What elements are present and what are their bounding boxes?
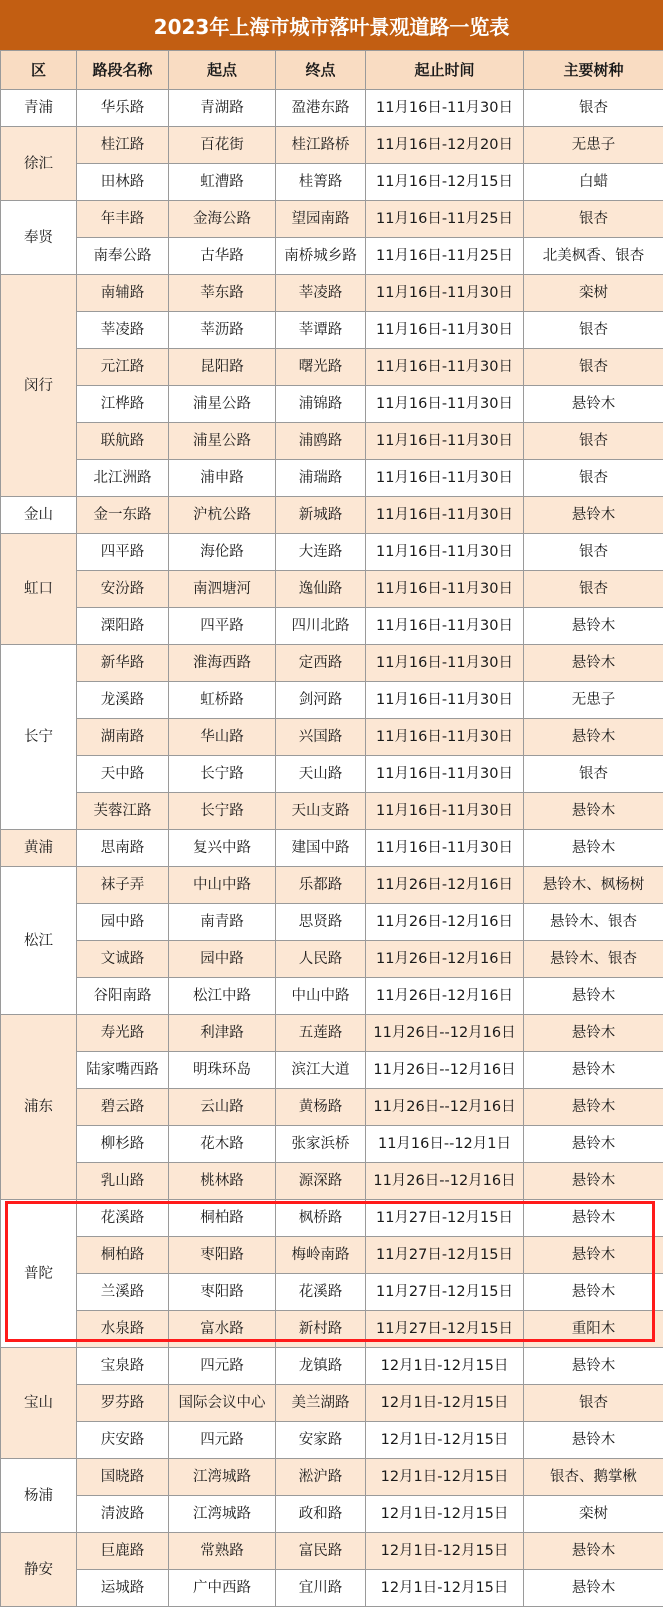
start-point-cell: 明珠环岛: [169, 1052, 276, 1089]
tree-species-cell: 银杏: [524, 90, 663, 127]
tree-species-cell: 悬铃木、银杏: [524, 941, 663, 978]
table-row: [1, 978, 663, 1015]
start-point-cell: 四平路: [169, 608, 276, 645]
tree-species-cell: 银杏: [524, 460, 663, 497]
start-point-cell: 海伦路: [169, 534, 276, 571]
end-point-cell: 桂箐路: [276, 164, 366, 201]
end-point-cell: 乐都路: [276, 867, 366, 904]
road-name-cell: 北江洲路: [77, 460, 169, 497]
end-point-cell: 思贤路: [276, 904, 366, 941]
end-point-cell: 剑河路: [276, 682, 366, 719]
table-row: [1, 904, 663, 941]
period-cell: 12月1日-12月15日: [366, 1459, 524, 1496]
period-cell: 12月1日-12月15日: [366, 1570, 524, 1607]
road-name-cell: 天中路: [77, 756, 169, 793]
header-district: 区: [1, 51, 77, 90]
end-point-cell: 桂江路桥: [276, 127, 366, 164]
tree-species-cell: 白蜡: [524, 164, 663, 201]
start-point-cell: 江湾城路: [169, 1496, 276, 1533]
start-point-cell: 复兴中路: [169, 830, 276, 867]
start-point-cell: 云山路: [169, 1089, 276, 1126]
table-row: [1, 1237, 663, 1274]
end-point-cell: 兴国路: [276, 719, 366, 756]
tree-species-cell: 银杏: [524, 201, 663, 238]
start-point-cell: 长宁路: [169, 793, 276, 830]
tree-species-cell: 银杏: [524, 534, 663, 571]
end-point-cell: 新城路: [276, 497, 366, 534]
period-cell: 11月26日--12月16日: [366, 1163, 524, 1200]
start-point-cell: 虹桥路: [169, 682, 276, 719]
road-name-cell: 桐柏路: [77, 1237, 169, 1274]
road-name-cell: 文诚路: [77, 941, 169, 978]
road-name-cell: 宝泉路: [77, 1348, 169, 1385]
start-point-cell: 浦申路: [169, 460, 276, 497]
tree-species-cell: 银杏: [524, 349, 663, 386]
table-row: [1, 312, 663, 349]
period-cell: 12月1日-12月15日: [366, 1533, 524, 1570]
end-point-cell: 五莲路: [276, 1015, 366, 1052]
start-point-cell: 桃林路: [169, 1163, 276, 1200]
period-cell: 11月16日-11月30日: [366, 312, 524, 349]
period-cell: 11月26日-12月16日: [366, 867, 524, 904]
start-point-cell: 广中西路: [169, 1570, 276, 1607]
road-name-cell: 罗芬路: [77, 1385, 169, 1422]
end-point-cell: 大连路: [276, 534, 366, 571]
end-point-cell: 定西路: [276, 645, 366, 682]
road-name-cell: 湖南路: [77, 719, 169, 756]
end-point-cell: 天山路: [276, 756, 366, 793]
road-name-cell: 溧阳路: [77, 608, 169, 645]
table-row: [1, 1422, 663, 1459]
table-row: [1, 1311, 663, 1348]
start-point-cell: 浦星公路: [169, 423, 276, 460]
tree-species-cell: 悬铃木: [524, 1570, 663, 1607]
table-row: [1, 1089, 663, 1126]
period-cell: 11月27日-12月15日: [366, 1311, 524, 1348]
tree-species-cell: 悬铃木: [524, 1089, 663, 1126]
district-cell: 松江: [1, 867, 77, 1015]
tree-species-cell: 悬铃木: [524, 1200, 663, 1237]
period-cell: 11月16日-11月30日: [366, 719, 524, 756]
table-row: [1, 1274, 663, 1311]
tree-species-cell: 悬铃木: [524, 1533, 663, 1570]
period-cell: 11月16日-11月25日: [366, 201, 524, 238]
road-name-cell: 柳杉路: [77, 1126, 169, 1163]
period-cell: 12月1日-12月15日: [366, 1348, 524, 1385]
table-header: [1, 51, 663, 90]
district-cell: 宝山: [1, 1348, 77, 1459]
road-name-cell: 南辅路: [77, 275, 169, 312]
table-row: [1, 571, 663, 608]
period-cell: 12月1日-12月15日: [366, 1496, 524, 1533]
period-cell: 11月16日-11月30日: [366, 645, 524, 682]
end-point-cell: 莘凌路: [276, 275, 366, 312]
period-cell: 11月16日-11月30日: [366, 275, 524, 312]
tree-species-cell: 悬铃木: [524, 830, 663, 867]
start-point-cell: 国际会议中心: [169, 1385, 276, 1422]
period-cell: 11月16日-11月30日: [366, 608, 524, 645]
period-cell: 12月1日-12月15日: [366, 1385, 524, 1422]
table-row: [1, 1385, 663, 1422]
start-point-cell: 浦星公路: [169, 386, 276, 423]
start-point-cell: 淮海西路: [169, 645, 276, 682]
table-row: [1, 349, 663, 386]
start-point-cell: 花木路: [169, 1126, 276, 1163]
period-cell: 11月16日-11月30日: [366, 830, 524, 867]
district-cell: 杨浦: [1, 1459, 77, 1533]
end-point-cell: 天山支路: [276, 793, 366, 830]
tree-species-cell: 悬铃木: [524, 793, 663, 830]
tree-species-cell: 悬铃木: [524, 978, 663, 1015]
road-name-cell: 年丰路: [77, 201, 169, 238]
table-body: [1, 90, 663, 1607]
period-cell: 11月27日-12月15日: [366, 1200, 524, 1237]
start-point-cell: 江湾城路: [169, 1459, 276, 1496]
tree-species-cell: 栾树: [524, 275, 663, 312]
start-point-cell: 南青路: [169, 904, 276, 941]
table-row: [1, 90, 663, 127]
road-name-cell: 新华路: [77, 645, 169, 682]
period-cell: 11月27日-12月15日: [366, 1274, 524, 1311]
table-row: [1, 386, 663, 423]
table-row: [1, 1200, 663, 1237]
road-name-cell: 寿光路: [77, 1015, 169, 1052]
end-point-cell: 张家浜桥: [276, 1126, 366, 1163]
end-point-cell: 富民路: [276, 1533, 366, 1570]
table-row: [1, 1015, 663, 1052]
road-name-cell: 谷阳南路: [77, 978, 169, 1015]
road-name-cell: 安汾路: [77, 571, 169, 608]
road-name-cell: 金一东路: [77, 497, 169, 534]
tree-species-cell: 悬铃木: [524, 1237, 663, 1274]
district-cell: 浦东: [1, 1015, 77, 1200]
table-row: [1, 164, 663, 201]
table-row: [1, 1163, 663, 1200]
period-cell: 11月26日-12月16日: [366, 904, 524, 941]
period-cell: 11月16日-11月30日: [366, 349, 524, 386]
road-name-cell: 陆家嘴西路: [77, 1052, 169, 1089]
tree-species-cell: 悬铃木: [524, 1422, 663, 1459]
header-end-point: 终点: [276, 51, 366, 90]
tree-species-cell: 悬铃木、银杏: [524, 904, 663, 941]
period-cell: 11月26日--12月16日: [366, 1089, 524, 1126]
table-row: [1, 608, 663, 645]
end-point-cell: 安家路: [276, 1422, 366, 1459]
end-point-cell: 四川北路: [276, 608, 366, 645]
road-name-cell: 运城路: [77, 1570, 169, 1607]
road-name-cell: 江桦路: [77, 386, 169, 423]
road-name-cell: 乳山路: [77, 1163, 169, 1200]
end-point-cell: 人民路: [276, 941, 366, 978]
period-cell: 12月1日-12月15日: [366, 1422, 524, 1459]
tree-species-cell: 银杏: [524, 423, 663, 460]
table-row: [1, 127, 663, 164]
road-name-cell: 花溪路: [77, 1200, 169, 1237]
tree-species-cell: 悬铃木: [524, 1126, 663, 1163]
start-point-cell: 枣阳路: [169, 1274, 276, 1311]
table-row: [1, 423, 663, 460]
period-cell: 11月26日--12月16日: [366, 1015, 524, 1052]
road-name-cell: 巨鹿路: [77, 1533, 169, 1570]
table-row: [1, 497, 663, 534]
start-point-cell: 枣阳路: [169, 1237, 276, 1274]
period-cell: 11月26日-12月16日: [366, 978, 524, 1015]
period-cell: 11月16日-11月30日: [366, 90, 524, 127]
road-name-cell: 碧云路: [77, 1089, 169, 1126]
period-cell: 11月26日-12月16日: [366, 941, 524, 978]
tree-species-cell: 银杏: [524, 1385, 663, 1422]
road-name-cell: 联航路: [77, 423, 169, 460]
table-title: 2023年上海市城市落叶景观道路一览表: [0, 0, 663, 50]
tree-species-cell: 悬铃木: [524, 1348, 663, 1385]
end-point-cell: 美兰湖路: [276, 1385, 366, 1422]
period-cell: 11月16日-11月30日: [366, 423, 524, 460]
period-cell: 11月16日-11月30日: [366, 756, 524, 793]
start-point-cell: 松江中路: [169, 978, 276, 1015]
end-point-cell: 浦鸥路: [276, 423, 366, 460]
road-name-cell: 四平路: [77, 534, 169, 571]
period-cell: 11月16日-11月30日: [366, 460, 524, 497]
district-cell: 青浦: [1, 90, 77, 127]
start-point-cell: 桐柏路: [169, 1200, 276, 1237]
end-point-cell: 浦瑞路: [276, 460, 366, 497]
end-point-cell: 新村路: [276, 1311, 366, 1348]
road-name-cell: 清波路: [77, 1496, 169, 1533]
end-point-cell: 枫桥路: [276, 1200, 366, 1237]
tree-species-cell: 悬铃木: [524, 1163, 663, 1200]
end-point-cell: 宜川路: [276, 1570, 366, 1607]
road-name-cell: 袜子弄: [77, 867, 169, 904]
district-cell: 闵行: [1, 275, 77, 497]
start-point-cell: 中山中路: [169, 867, 276, 904]
end-point-cell: 望园南路: [276, 201, 366, 238]
end-point-cell: 南桥城乡路: [276, 238, 366, 275]
tree-species-cell: 银杏: [524, 312, 663, 349]
table-row: [1, 1126, 663, 1163]
road-name-cell: 水泉路: [77, 1311, 169, 1348]
end-point-cell: 曙光路: [276, 349, 366, 386]
road-name-cell: 龙溪路: [77, 682, 169, 719]
tree-species-cell: 无患子: [524, 127, 663, 164]
start-point-cell: 莘东路: [169, 275, 276, 312]
table-row: [1, 719, 663, 756]
tree-species-cell: 重阳木: [524, 1311, 663, 1348]
end-point-cell: 建国中路: [276, 830, 366, 867]
header-row: [1, 51, 663, 90]
period-cell: 11月16日--12月1日: [366, 1126, 524, 1163]
road-name-cell: 元江路: [77, 349, 169, 386]
table-row: [1, 645, 663, 682]
road-name-cell: 思南路: [77, 830, 169, 867]
table-row: [1, 1348, 663, 1385]
end-point-cell: 政和路: [276, 1496, 366, 1533]
start-point-cell: 莘沥路: [169, 312, 276, 349]
end-point-cell: 梅岭南路: [276, 1237, 366, 1274]
road-name-cell: 芙蓉江路: [77, 793, 169, 830]
table-row: [1, 941, 663, 978]
tree-species-cell: 悬铃木: [524, 1052, 663, 1089]
period-cell: 11月16日-11月30日: [366, 571, 524, 608]
period-cell: 11月16日-11月30日: [366, 682, 524, 719]
header-period: 起止时间: [366, 51, 524, 90]
header-start-point: 起点: [169, 51, 276, 90]
table-row: [1, 1533, 663, 1570]
table-row: [1, 756, 663, 793]
district-cell: 金山: [1, 497, 77, 534]
end-point-cell: 莘谭路: [276, 312, 366, 349]
road-name-cell: 华乐路: [77, 90, 169, 127]
start-point-cell: 百花街: [169, 127, 276, 164]
table-row: [1, 1052, 663, 1089]
start-point-cell: 长宁路: [169, 756, 276, 793]
end-point-cell: 源深路: [276, 1163, 366, 1200]
start-point-cell: 沪杭公路: [169, 497, 276, 534]
period-cell: 11月27日-12月15日: [366, 1237, 524, 1274]
district-cell: 徐汇: [1, 127, 77, 201]
period-cell: 11月16日-11月30日: [366, 793, 524, 830]
tree-species-cell: 银杏: [524, 571, 663, 608]
end-point-cell: 盈港东路: [276, 90, 366, 127]
table-row: [1, 1570, 663, 1607]
period-cell: 11月26日--12月16日: [366, 1052, 524, 1089]
tree-species-cell: 悬铃木: [524, 1274, 663, 1311]
start-point-cell: 古华路: [169, 238, 276, 275]
start-point-cell: 昆阳路: [169, 349, 276, 386]
table-row: [1, 460, 663, 497]
header-tree-species: 主要树种: [524, 51, 663, 90]
tree-species-cell: 悬铃木: [524, 645, 663, 682]
end-point-cell: 逸仙路: [276, 571, 366, 608]
start-point-cell: 园中路: [169, 941, 276, 978]
road-name-cell: 园中路: [77, 904, 169, 941]
start-point-cell: 四元路: [169, 1348, 276, 1385]
table-row: [1, 1496, 663, 1533]
road-name-cell: 莘凌路: [77, 312, 169, 349]
district-cell: 虹口: [1, 534, 77, 645]
end-point-cell: 浦锦路: [276, 386, 366, 423]
road-name-cell: 桂江路: [77, 127, 169, 164]
table-row: [1, 1459, 663, 1496]
end-point-cell: 花溪路: [276, 1274, 366, 1311]
tree-species-cell: 悬铃木: [524, 1015, 663, 1052]
district-cell: 普陀: [1, 1200, 77, 1348]
road-table: [0, 50, 663, 1607]
period-cell: 11月16日-11月25日: [366, 238, 524, 275]
start-point-cell: 虹漕路: [169, 164, 276, 201]
end-point-cell: 黄杨路: [276, 1089, 366, 1126]
start-point-cell: 青湖路: [169, 90, 276, 127]
road-name-cell: 庆安路: [77, 1422, 169, 1459]
period-cell: 11月16日-12月20日: [366, 127, 524, 164]
table-row: [1, 793, 663, 830]
table-row: [1, 201, 663, 238]
road-name-cell: 田林路: [77, 164, 169, 201]
district-cell: 奉贤: [1, 201, 77, 275]
table-row: [1, 534, 663, 571]
end-point-cell: 龙镇路: [276, 1348, 366, 1385]
start-point-cell: 利津路: [169, 1015, 276, 1052]
table-row: [1, 682, 663, 719]
tree-species-cell: 悬铃木: [524, 719, 663, 756]
header-road-name: 路段名称: [77, 51, 169, 90]
district-cell: 长宁: [1, 645, 77, 830]
table-row: [1, 238, 663, 275]
start-point-cell: 常熟路: [169, 1533, 276, 1570]
start-point-cell: 四元路: [169, 1422, 276, 1459]
period-cell: 11月16日-12月15日: [366, 164, 524, 201]
period-cell: 11月16日-11月30日: [366, 386, 524, 423]
district-cell: 静安: [1, 1533, 77, 1607]
table-row: [1, 867, 663, 904]
district-cell: 黄浦: [1, 830, 77, 867]
road-name-cell: 兰溪路: [77, 1274, 169, 1311]
tree-species-cell: 银杏: [524, 756, 663, 793]
period-cell: 11月16日-11月30日: [366, 497, 524, 534]
table-row: [1, 275, 663, 312]
start-point-cell: 华山路: [169, 719, 276, 756]
start-point-cell: 南泗塘河: [169, 571, 276, 608]
start-point-cell: 金海公路: [169, 201, 276, 238]
tree-species-cell: 无患子: [524, 682, 663, 719]
start-point-cell: 富水路: [169, 1311, 276, 1348]
road-name-cell: 国晓路: [77, 1459, 169, 1496]
tree-species-cell: 银杏、鹅掌楸: [524, 1459, 663, 1496]
tree-species-cell: 悬铃木: [524, 386, 663, 423]
tree-species-cell: 悬铃木: [524, 608, 663, 645]
road-name-cell: 南奉公路: [77, 238, 169, 275]
tree-species-cell: 悬铃木、枫杨树: [524, 867, 663, 904]
table-row: [1, 830, 663, 867]
period-cell: 11月16日-11月30日: [366, 534, 524, 571]
end-point-cell: 淞沪路: [276, 1459, 366, 1496]
end-point-cell: 滨江大道: [276, 1052, 366, 1089]
tree-species-cell: 北美枫香、银杏: [524, 238, 663, 275]
tree-species-cell: 栾树: [524, 1496, 663, 1533]
end-point-cell: 中山中路: [276, 978, 366, 1015]
tree-species-cell: 悬铃木: [524, 497, 663, 534]
